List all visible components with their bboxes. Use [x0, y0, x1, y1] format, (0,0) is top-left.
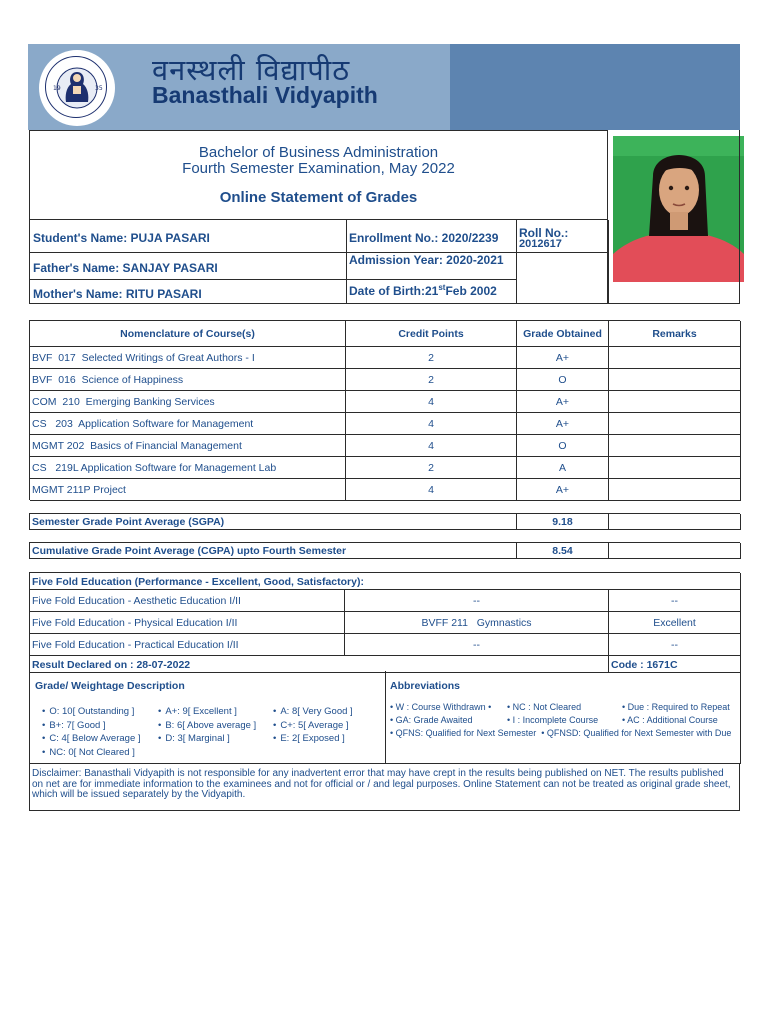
course-credits: 2 — [428, 462, 434, 474]
svg-text:19: 19 — [53, 85, 61, 92]
student-name: Student's Name: PUJA PASARI — [33, 231, 210, 245]
course-grade: A+ — [555, 418, 570, 430]
abbreviations-title: Abbreviations — [390, 680, 461, 692]
cgpa-row — [29, 542, 740, 559]
course-credits: 2 — [428, 352, 434, 364]
abbreviations-box — [386, 671, 741, 764]
five-fold-performance: -- — [671, 639, 678, 651]
svg-text:35: 35 — [95, 85, 103, 92]
mother-name: Mother's Name: RITU PASARI — [33, 287, 202, 301]
course-credits: 4 — [428, 484, 434, 496]
course-grade: A — [558, 462, 566, 474]
admission-year: Admission Year: 2020-2021 — [349, 253, 504, 267]
course-name: MGMT 202 Basics of Financial Management — [32, 440, 242, 452]
abbreviation-item: • QFNS: Qualified for Next Semester • QFNSD: Qualified for Next Semester with Due — [390, 728, 732, 738]
grade-item: • B: 6[ Above average ] — [158, 720, 256, 731]
header-course-name: Nomenclature of Course(s) — [120, 328, 255, 340]
university-name-english: Banasthali Vidyapith — [152, 82, 378, 108]
grade-item: • A+: 9[ Excellent ] — [158, 706, 237, 717]
course-credits: 2 — [428, 374, 434, 386]
legend-section — [29, 671, 740, 764]
five-fold-activity: BVFF 211 Gymnastics — [421, 617, 532, 629]
date-of-birth: Date of Birth:21stFeb 2002 — [349, 283, 497, 298]
course-credits: 4 — [428, 418, 434, 430]
abbreviation-item: • NC : Not Cleared — [507, 702, 582, 712]
five-fold-name: Five Fold Education - Practical Education I/II — [32, 639, 239, 651]
sgpa-value: 9.18 — [552, 516, 573, 528]
five-fold-table — [29, 572, 740, 672]
five-fold-performance: -- — [671, 595, 678, 607]
five-fold-name: Five Fold Education - Aesthetic Education I/II — [32, 595, 241, 607]
result-code: Code : 1671C — [611, 659, 678, 671]
course-credits: 4 — [428, 396, 434, 408]
abbreviation-item: • W : Course Withdrawn • — [390, 702, 492, 712]
programme-name: Bachelor of Business Administration — [198, 144, 439, 161]
course-grade: O — [558, 440, 567, 452]
disclaimer-text: Disclaimer: Banasthali Vidyapith is not responsible for any inadvertent error that may have crept in the results being published on NET. The results published on net are for immediate information to the examinees and not for official or / and legal purposes. Online Statement can not be treated as original grade sheet, which will be issued separately by the Vidyapith. — [32, 768, 731, 800]
university-name-hindi: वनस्थली विद्यापीठ — [152, 53, 351, 87]
course-grade: A+ — [555, 396, 570, 408]
university-header — [28, 44, 740, 130]
cgpa-value: 8.54 — [552, 545, 573, 557]
course-grade: A+ — [555, 352, 570, 364]
course-grade: A+ — [555, 484, 570, 496]
grade-item: • B+: 7[ Good ] — [42, 720, 106, 731]
roll-number-label: Roll No.: — [519, 226, 569, 240]
course-name: BVF 016 Science of Happiness — [32, 374, 184, 386]
courses-table — [29, 320, 740, 500]
result-declared: Result Declared on : 28-07-2022 — [32, 659, 191, 671]
grade-item: • E: 2[ Exposed ] — [273, 733, 345, 744]
grade-description-box — [30, 671, 386, 764]
enrollment-number: Enrollment No.: 2020/2239 — [349, 231, 499, 245]
cgpa-label: Cumulative Grade Point Average (CGPA) upto Fourth Semester — [32, 545, 347, 557]
header-grade: Grade Obtained — [523, 328, 602, 340]
abbreviation-item: • I : Incomplete Course — [507, 715, 599, 725]
grade-item: • NC: 0[ Not Cleared ] — [42, 747, 135, 758]
exam-name: Fourth Semester Examination, May 2022 — [182, 160, 455, 177]
course-name: CS 203 Application Software for Management — [32, 418, 254, 430]
father-name: Father's Name: SANJAY PASARI — [33, 261, 218, 275]
abbreviation-item: • AC : Additional Course — [622, 715, 718, 725]
header-remarks: Remarks — [652, 328, 697, 340]
five-fold-title: Five Fold Education (Performance - Excellent, Good, Satisfactory): — [32, 576, 364, 588]
course-credits: 4 — [428, 440, 434, 452]
student-photo — [613, 136, 744, 282]
student-info-table — [29, 219, 608, 304]
sgpa-label: Semester Grade Point Average (SGPA) — [32, 516, 225, 528]
disclaimer-box — [29, 763, 740, 811]
course-name: BVF 017 Selected Writings of Great Authors - I — [32, 352, 255, 364]
course-grade: O — [558, 374, 567, 386]
sgpa-row — [29, 513, 740, 530]
abbreviation-item: • Due : Required to Repeat — [622, 702, 730, 712]
grade-item: • O: 10[ Outstanding ] — [42, 706, 134, 717]
grade-item: • C+: 5[ Average ] — [273, 720, 349, 731]
abbreviation-item: • GA: Grade Awaited — [390, 715, 473, 725]
grade-item: • D: 3[ Marginal ] — [158, 733, 230, 744]
grade-item: • A: 8[ Very Good ] — [273, 706, 353, 717]
exam-title-block — [29, 130, 608, 220]
student-portrait-icon — [613, 136, 744, 282]
header-credit-points: Credit Points — [398, 328, 464, 340]
grade-item: • C: 4[ Below Average ] — [42, 733, 141, 744]
banasthali-seal-icon — [39, 50, 115, 126]
course-name: MGMT 211P Project — [32, 484, 126, 496]
course-name: CS 219L Application Software for Management Lab — [32, 462, 277, 474]
roll-number: 2012617 — [519, 238, 562, 250]
five-fold-activity: -- — [473, 595, 480, 607]
course-name: COM 210 Emerging Banking Services — [32, 396, 215, 408]
five-fold-name: Five Fold Education - Physical Education I/II — [32, 617, 238, 629]
statement-title: Online Statement of Grades — [219, 189, 418, 206]
five-fold-activity: -- — [473, 639, 480, 651]
five-fold-performance: Excellent — [653, 617, 696, 629]
grade-description-title: Grade/ Weightage Description — [35, 680, 185, 692]
